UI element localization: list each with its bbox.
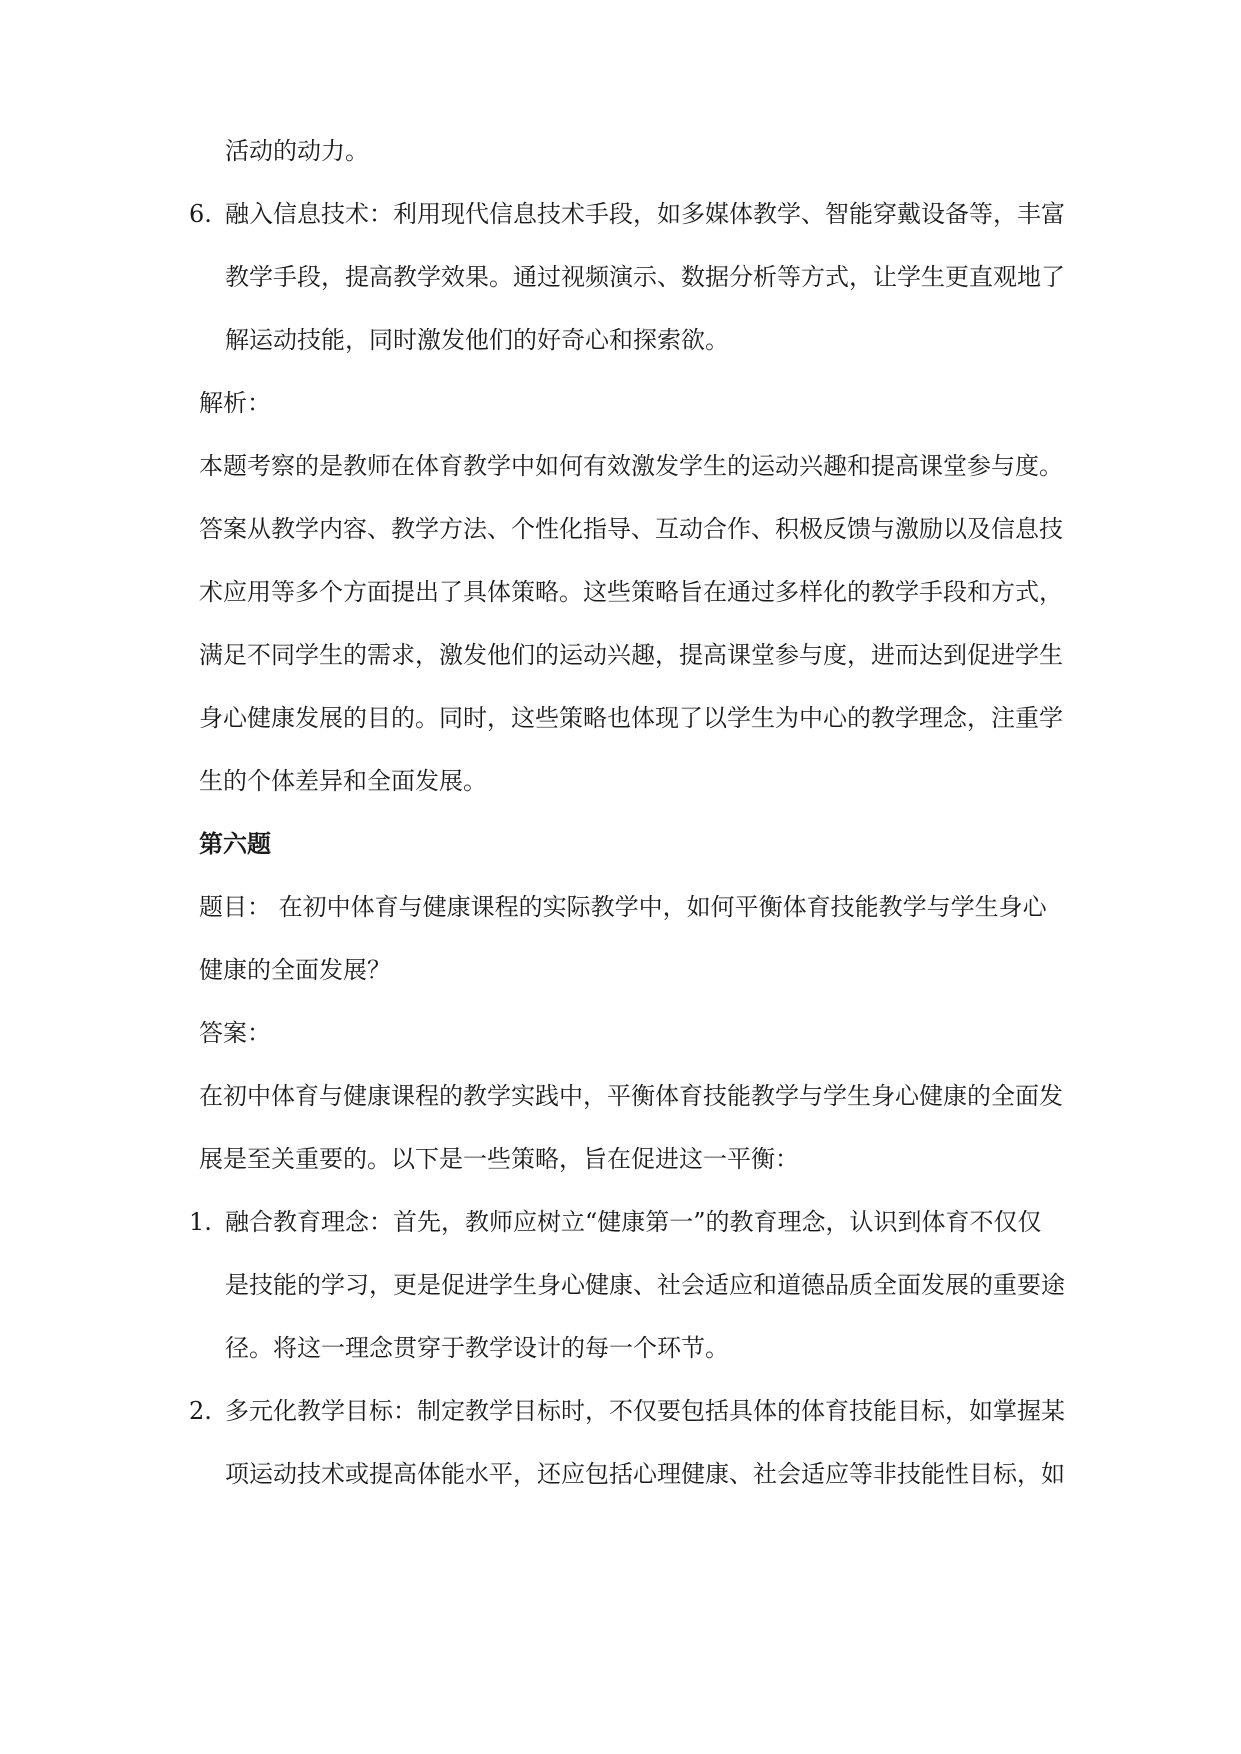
item1-line-2: 是技能的学习，更是促进学生身心健康、社会适应和道德品质全面发展的重要途 (225, 1271, 1065, 1299)
analysis-line-6: 生的个体差异和全面发展。 (199, 767, 487, 795)
analysis-label: 解析： (199, 389, 271, 417)
item2-number: 2. (189, 1397, 212, 1425)
item2-line-2: 项运动技术或提高体能水平，还应包括心理健康、社会适应等非技能性目标，如 (225, 1460, 1065, 1488)
item5-tail: 活动的动力。 (225, 137, 369, 165)
item6-line-2: 教学手段，提高教学效果。通过视频演示、数据分析等方式，让学生更直观地了 (225, 263, 1065, 291)
answer-intro-line-1: 在初中体育与健康课程的教学实践中，平衡体育技能教学与学生身心健康的全面发 (199, 1082, 1063, 1110)
question-line-1: 题目： 在初中体育与健康课程的实际教学中，如何平衡体育技能教学与学生身心 (199, 893, 1047, 921)
question-heading: 第六题 (199, 829, 271, 858)
analysis-line-3: 术应用等多个方面提出了具体策略。这些策略旨在通过多样化的教学手段和方式， (199, 578, 1063, 606)
analysis-line-4: 满足不同学生的需求，激发他们的运动兴趣，提高课堂参与度，进而达到促进学生 (199, 641, 1063, 669)
item1-number: 1. (189, 1208, 212, 1236)
item6-line-1: 融入信息技术：利用现代信息技术手段，如多媒体教学、智能穿戴设备等，丰富 (225, 200, 1065, 228)
analysis-line-5: 身心健康发展的目的。同时，这些策略也体现了以学生为中心的教学理念，注重学 (199, 704, 1063, 732)
item6-number: 6. (189, 200, 212, 228)
item2-line-1: 多元化教学目标：制定教学目标时，不仅要包括具体的体育技能目标，如掌握某 (225, 1397, 1065, 1425)
item1-line-1: 融合教育理念：首先，教师应树立“健康第一”的教育理念，认识到体育不仅仅 (225, 1208, 1042, 1236)
item1-line-3: 径。将这一理念贯穿于教学设计的每一个环节。 (225, 1334, 729, 1362)
analysis-line-1: 本题考察的是教师在体育教学中如何有效激发学生的运动兴趣和提高课堂参与度。 (199, 452, 1063, 480)
answer-intro-line-2: 展是至关重要的。以下是一些策略，旨在促进这一平衡： (199, 1145, 799, 1173)
item6-line-3: 解运动技能，同时激发他们的好奇心和探索欲。 (225, 326, 729, 354)
answer-label: 答案： (199, 1019, 271, 1047)
analysis-line-2: 答案从教学内容、教学方法、个性化指导、互动合作、积极反馈与激励以及信息技 (199, 515, 1063, 543)
question-line-2: 健康的全面发展？ (199, 956, 391, 984)
